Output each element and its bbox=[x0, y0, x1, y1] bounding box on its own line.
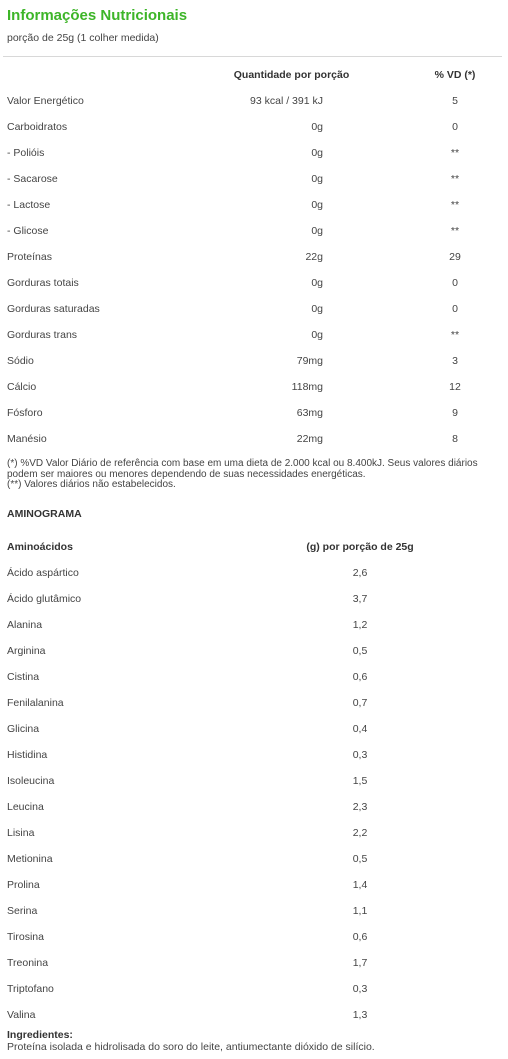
aminoacid-amount: 0,5 bbox=[352, 645, 368, 657]
page-title: Informações Nutricionais bbox=[7, 7, 188, 24]
aminoacid-amount: 1,2 bbox=[352, 619, 368, 631]
aminoacid-amount: 3,7 bbox=[352, 593, 368, 605]
nutrient-vd: 12 bbox=[449, 381, 461, 393]
quantity-column-header: Quantidade por porção bbox=[233, 69, 350, 81]
nutrient-vd: ** bbox=[450, 329, 460, 341]
footnote-vd: (*) %VD Valor Diário de referência com base em uma dieta de 2.000 kcal ou 8.400kJ. Seus valores diários podem ser maiores ou menores dependendo de suas necessidades energéticas. bbox=[7, 458, 478, 480]
table-row bbox=[0, 924, 508, 950]
aminogram-title: AMINOGRAMA bbox=[7, 508, 82, 520]
portion-size: porção de 25g (1 colher medida) bbox=[7, 32, 159, 44]
table-row bbox=[0, 716, 508, 742]
nutrient-vd: 3 bbox=[452, 355, 458, 367]
aminoacid-name: Arginina bbox=[7, 645, 46, 657]
vd-column-header: % VD (*) bbox=[434, 69, 476, 81]
table-row bbox=[0, 140, 508, 166]
table-row bbox=[0, 794, 508, 820]
nutrient-quantity: 0g bbox=[311, 329, 323, 341]
aminoacid-name: Cistina bbox=[7, 671, 40, 683]
nutrient-name: Sódio bbox=[7, 355, 34, 367]
aminoacid-amount: 0,6 bbox=[352, 671, 368, 683]
footnote-not-established: (**) Valores diários não estabelecidos. bbox=[7, 479, 176, 490]
aminoacid-amount: 1,5 bbox=[352, 775, 368, 787]
table-row bbox=[0, 560, 508, 586]
nutrient-vd: 9 bbox=[452, 407, 458, 419]
nutrient-quantity: 118mg bbox=[291, 381, 323, 393]
table-row bbox=[0, 426, 508, 452]
nutrient-vd: 0 bbox=[452, 121, 458, 133]
table-row bbox=[0, 218, 508, 244]
table-row bbox=[0, 166, 508, 192]
aminoacid-name: Triptofano bbox=[7, 983, 54, 995]
aminoacid-amount: 1,4 bbox=[352, 879, 368, 891]
nutrient-vd: ** bbox=[450, 173, 460, 185]
table-row bbox=[0, 400, 508, 426]
aminoacid-name: Isoleucina bbox=[7, 775, 55, 787]
nutrient-vd: ** bbox=[450, 199, 460, 211]
aminoacid-name: Treonina bbox=[7, 957, 49, 969]
nutrient-quantity: 93 kcal / 391 kJ bbox=[250, 95, 323, 107]
aminogram-table-header bbox=[0, 534, 508, 560]
nutrient-name: Carboidratos bbox=[7, 121, 68, 133]
aminoacid-amount: 0,4 bbox=[352, 723, 368, 735]
nutrient-vd: 0 bbox=[452, 277, 458, 289]
nutrient-quantity: 0g bbox=[311, 147, 323, 159]
nutrient-vd: 5 bbox=[452, 95, 458, 107]
aminoacid-amount: 0,3 bbox=[352, 983, 368, 995]
nutrient-name: - Sacarose bbox=[7, 173, 58, 185]
nutrient-name: Valor Energético bbox=[7, 95, 84, 107]
aminoacid-name: Metionina bbox=[7, 853, 53, 865]
nutrient-name: Cálcio bbox=[7, 381, 37, 393]
footnotes bbox=[7, 459, 502, 491]
nutrient-vd: 0 bbox=[452, 303, 458, 315]
table-row bbox=[0, 976, 508, 1002]
aminoacid-name: Serina bbox=[7, 905, 38, 917]
table-row bbox=[0, 690, 508, 716]
table-row bbox=[0, 192, 508, 218]
nutrient-name: Proteínas bbox=[7, 251, 52, 263]
aminoacid-amount: 2,3 bbox=[352, 801, 368, 813]
nutrient-name: Fósforo bbox=[7, 407, 43, 419]
nutrient-quantity: 63mg bbox=[296, 407, 323, 419]
nutrient-quantity: 0g bbox=[311, 225, 323, 237]
table-row bbox=[0, 612, 508, 638]
nutrient-quantity: 0g bbox=[311, 173, 323, 185]
table-row bbox=[0, 1002, 508, 1028]
aminoacid-name: Histidina bbox=[7, 749, 48, 761]
divider bbox=[3, 56, 502, 57]
nutrient-quantity: 0g bbox=[311, 121, 323, 133]
nutrition-table-header bbox=[0, 62, 508, 88]
table-row bbox=[0, 586, 508, 612]
table-row bbox=[0, 820, 508, 846]
aminoacid-name: Leucina bbox=[7, 801, 44, 813]
table-row bbox=[0, 846, 508, 872]
table-row bbox=[0, 348, 508, 374]
aminoacid-amount: 2,2 bbox=[352, 827, 368, 839]
aminoacid-name: Alanina bbox=[7, 619, 43, 631]
table-row bbox=[0, 872, 508, 898]
nutrient-name: - Glicose bbox=[7, 225, 49, 237]
nutrient-name: - Polióis bbox=[7, 147, 45, 159]
amount-column-header: (g) por porção de 25g bbox=[306, 541, 414, 553]
nutrient-vd: 29 bbox=[449, 251, 461, 263]
aminoacid-name: Tirosina bbox=[7, 931, 44, 943]
nutrient-name: Manésio bbox=[7, 433, 47, 445]
aminoacid-name: Ácido glutâmico bbox=[7, 593, 82, 605]
nutrient-name: Gorduras saturadas bbox=[7, 303, 100, 315]
table-row bbox=[0, 664, 508, 690]
nutrient-quantity: 0g bbox=[311, 199, 323, 211]
aminoacid-amount: 1,1 bbox=[352, 905, 368, 917]
table-row bbox=[0, 742, 508, 768]
table-row bbox=[0, 950, 508, 976]
table-row bbox=[0, 114, 508, 140]
nutrient-name: Gorduras trans bbox=[7, 329, 78, 341]
aminoacid-name: Valina bbox=[7, 1009, 36, 1021]
table-row bbox=[0, 322, 508, 348]
table-row bbox=[0, 374, 508, 400]
aminoacid-name: Lisina bbox=[7, 827, 35, 839]
aminoacid-amount: 0,5 bbox=[352, 853, 368, 865]
ingredients-text: Proteína isolada e hidrolisada do soro do leite, antiumectante dióxido de silício. bbox=[7, 1041, 375, 1053]
aminoacid-column-header: Aminoácidos bbox=[7, 541, 73, 553]
aminoacid-amount: 1,3 bbox=[352, 1009, 368, 1021]
nutrient-quantity: 22mg bbox=[296, 433, 323, 445]
table-row bbox=[0, 768, 508, 794]
table-row bbox=[0, 296, 508, 322]
table-row bbox=[0, 244, 508, 270]
nutrient-name: Gorduras totais bbox=[7, 277, 79, 289]
nutrient-name: - Lactose bbox=[7, 199, 51, 211]
nutrient-quantity: 22g bbox=[305, 251, 323, 263]
aminoacid-name: Ácido aspártico bbox=[7, 567, 79, 579]
nutrient-quantity: 79mg bbox=[296, 355, 323, 367]
aminoacid-amount: 0,6 bbox=[352, 931, 368, 943]
table-row bbox=[0, 638, 508, 664]
ingredients-label: Ingredientes: bbox=[7, 1029, 73, 1041]
aminoacid-name: Prolina bbox=[7, 879, 40, 891]
nutrient-vd: 8 bbox=[452, 433, 458, 445]
table-row bbox=[0, 898, 508, 924]
aminoacid-amount: 2,6 bbox=[352, 567, 368, 579]
aminoacid-amount: 0,7 bbox=[352, 697, 368, 709]
aminoacid-amount: 1,7 bbox=[352, 957, 368, 969]
aminoacid-name: Fenilalanina bbox=[7, 697, 64, 709]
nutrient-quantity: 0g bbox=[311, 277, 323, 289]
nutrient-vd: ** bbox=[450, 147, 460, 159]
table-row bbox=[0, 270, 508, 296]
aminoacid-name: Glicina bbox=[7, 723, 40, 735]
aminoacid-amount: 0,3 bbox=[352, 749, 368, 761]
nutrient-quantity: 0g bbox=[311, 303, 323, 315]
nutrient-vd: ** bbox=[450, 225, 460, 237]
table-row bbox=[0, 88, 508, 114]
